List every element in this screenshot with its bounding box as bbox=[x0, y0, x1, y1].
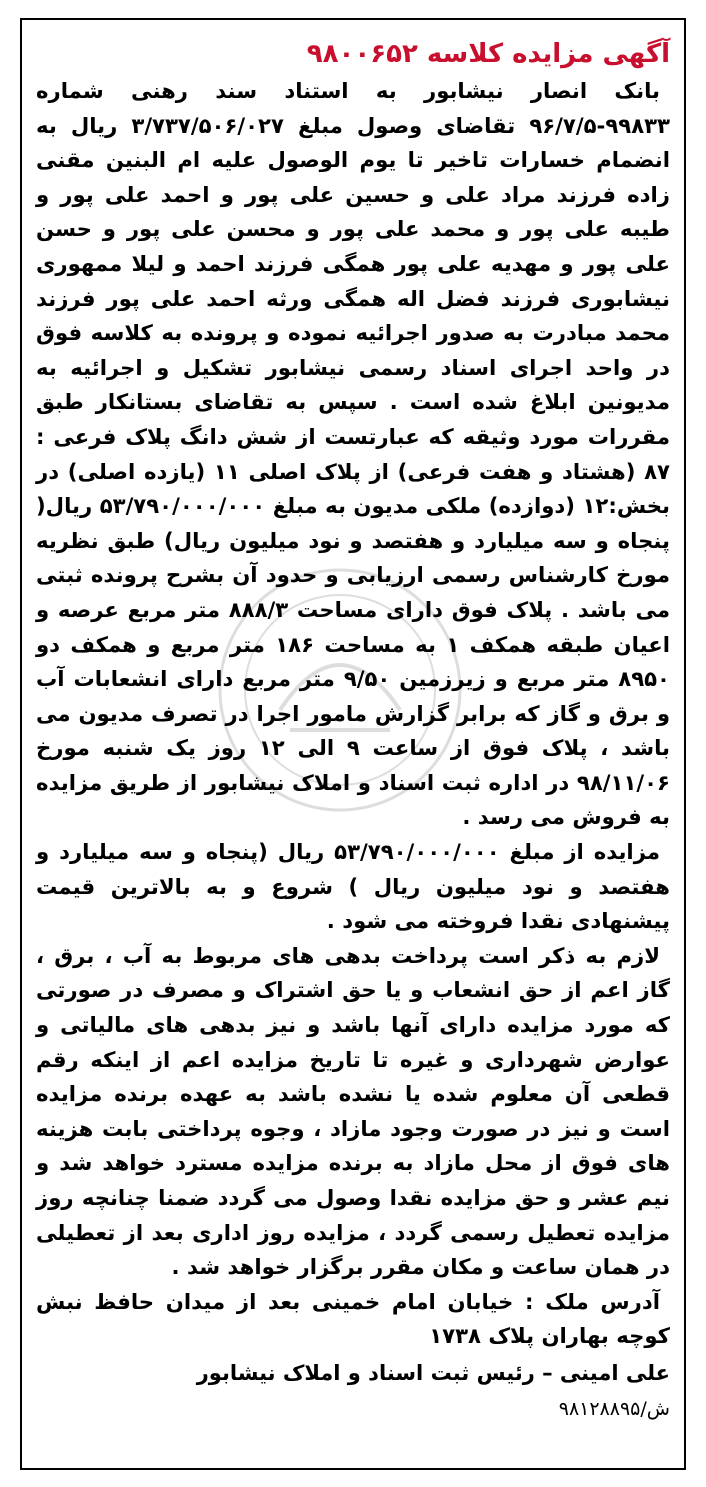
conditions-paragraph: لازم به ذکر است پرداخت بدهی های مربوط به آب ، برق ، گاز اعم از حق انشعاب و یا حق اشتراک و مصرف در صورتی که مورد مزایده دارای آنها باشد و نیز بدهی های مالیاتی و عوارض شهرداری و غیره تا تاریخ مزایده اعم از اینکه رقم قطعی آن معلوم شده یا نشده باشد به عهده برنده مزایده است و نیز در صورت وجود مازاد ، وجوه پرداختی بابت هزینه های فوق از محل مازاد به برنده مزایده مسترد خواهد شد و نیم عشر و حق مزایده نقدا وصول می گردد ضمنا چنانچه روز مزایده تعطیل رسمی گردد ، مزایده روز اداری بعد از تعطیلی در همان ساعت و مکان مقرر برگزار خواهد شد . bbox=[36, 942, 670, 1280]
auction-notice bbox=[20, 18, 686, 1470]
signature-line: علی امینی – رئیس ثبت اسناد و املاک نیشابور bbox=[196, 1360, 670, 1385]
notice-body-paragraph: بانک انصار نیشابور به استناد سند رهنی شماره ۹۹۸۳۳-۹۶/۷/۵ تقاضای وصول مبلغ ۳/۷۳۷/۵۰۶/۰۲۷ ریال به انضمام خسارات تاخیر تا یوم الوصول علیه ام البنین مقنی زاده فرزند مراد علی و حسین علی پور و احمد علی پور و طیبه علی پور و محمد علی پور و محسن علی پور و حسن علی پور و مهدیه علی پور همگی فرزند احمد و لیلا ممهوری نیشابوری فرزند فضل اله همگی ورثه احمد علی پور فرزند محمد مبادرت به صدور اجرائیه نموده و پرونده به کلاسه فوق در واحد اجرای اسناد رسمی نیشابور تشکیل و اجرائیه به مدیونین ابلاغ شده است . سپس به تقاضای بستانکار طبق مقررات مورد وثیقه که عبارتست از شش دانگ پلاک فرعی : ۸۷ (هشتاد و هفت فرعی) از پلاک اصلی ۱۱ (یازده اصلی) در بخش:۱۲ (دوازده) ملکی مدیون به مبلغ ۵۳/۷۹۰/۰۰۰/۰۰۰ ریال( پنجاه و سه میلیارد و هفتصد و نود میلیون ریال) طبق نظریه مورخ کارشناس رسمی ارزیابی و حدود آن بشرح پرونده ثبتی می باشد . پلاک فوق دارای مساحت ۸۸۸/۳ متر مربع عرصه و اعیان طبقه همکف ۱ به مساحت ۱۸۶ متر مربع و همکف دو ۸۹۵۰ متر مربع و زیرزمین ۹/۵۰ متر مربع دارای انشعابات آب و برق و گاز که برابر گزارش مامور اجرا در تصرف مدیون می باشد ، پلاک فوق از ساعت ۹ الی ۱۲ روز یک شنبه مورخ ۹۸/۱۱/۰۶ در اداره ثبت اسناد و املاک نیشابور از طریق مزایده به فروش می رسد . bbox=[36, 78, 671, 830]
auction-start-paragraph: مزایده از مبلغ ۵۳/۷۹۰/۰۰۰/۰۰۰ ریال (پنجاه و سه میلیارد و هفتصد و نود میلیون ریال ) شروع و به بالاترین قیمت پیشنهادی نقدا فروخته می شود . bbox=[36, 839, 670, 934]
property-address: آدرس ملک : خیابان امام خمینی بعد از میدان حافظ نبش کوچه بهاران پلاک ۱۷۳۸ bbox=[36, 1288, 670, 1349]
reference-number: ش/۹۸۱۲۸۸۹۵ bbox=[558, 1397, 670, 1420]
notice-title: آگهی مزایده کلاسه ۹۸۰۰۶۵۲ bbox=[306, 39, 670, 69]
